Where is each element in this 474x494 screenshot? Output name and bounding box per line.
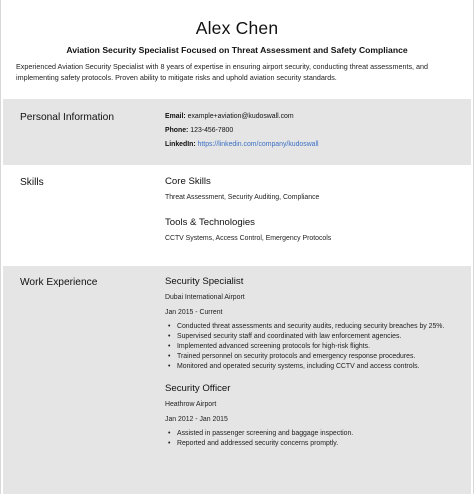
job-role: Security Officer (165, 383, 231, 394)
section-work-experience (3, 266, 471, 494)
headline: Aviation Security Specialist Focused on Threat Assessment and Safety Compliance (66, 45, 408, 55)
skill-group-title: Core Skills (165, 176, 211, 187)
section-title: Skills (20, 177, 44, 188)
skills-list (165, 175, 465, 244)
job-entry (165, 275, 465, 372)
linkedin-link[interactable]: https://linkedin.com/company/kudoswall (197, 140, 319, 148)
list-item: • Supervised security staff and coordinated with law enforcement agencies. (165, 332, 465, 342)
resume-header (0, 0, 474, 83)
list-item: • Monitored and operated security systems, including CCTV and access controls. (165, 362, 465, 372)
candidate-name: Alex Chen (195, 18, 279, 38)
job-dates: Jan 2012 - Jan 2015 (165, 416, 228, 423)
list-item: • Implemented advanced screening protocols for high-risk flights. (165, 342, 465, 352)
job-dates: Jan 2015 - Current (165, 309, 223, 316)
list-item: • Trained personnel on security protocols and emergency response procedures. (165, 352, 465, 362)
summary: Experienced Aviation Security Specialist with 8 years of expertise in ensuring airport security, conducting threat assessments, and implementing safety protocols. Proven ability to mitigate risks and uphold aviation security standards. (16, 62, 429, 82)
linkedin-label: LinkedIn: (165, 140, 196, 148)
job-bullets (165, 429, 465, 449)
contact-details (165, 110, 465, 151)
phone-line (165, 124, 465, 138)
job-company: Heathrow Airport (165, 401, 217, 408)
list-item: • Reported and addressed security concerns promptly. (165, 439, 465, 449)
linkedin-line (165, 138, 465, 152)
job-list (165, 275, 465, 449)
skill-group-items: CCTV Systems, Access Control, Emergency Protocols (165, 235, 332, 242)
section-title: Personal Information (20, 112, 115, 123)
email-label: Email: (165, 113, 186, 120)
job-bullets (165, 322, 465, 372)
section-personal-information (3, 99, 471, 165)
section-title: Work Experience (20, 277, 98, 288)
phone-value: 123-456-7800 (190, 126, 234, 134)
list-item: • Conducted threat assessments and security audits, reducing security breaches by 25%. (165, 322, 465, 332)
job-company: Dubai International Airport (165, 294, 245, 301)
list-item: • Assisted in passenger screening and baggage inspection. (165, 429, 465, 439)
email-line (165, 110, 465, 124)
skill-group-items: Threat Assessment, Security Auditing, Compliance (165, 194, 320, 201)
job-role: Security Specialist (165, 276, 244, 287)
skill-group-title: Tools & Technologies (165, 217, 255, 228)
job-entry (165, 382, 465, 449)
phone-label: Phone: (165, 126, 189, 134)
email-value: example+aviation@kudoswall.com (187, 113, 294, 120)
section-skills (3, 165, 471, 266)
